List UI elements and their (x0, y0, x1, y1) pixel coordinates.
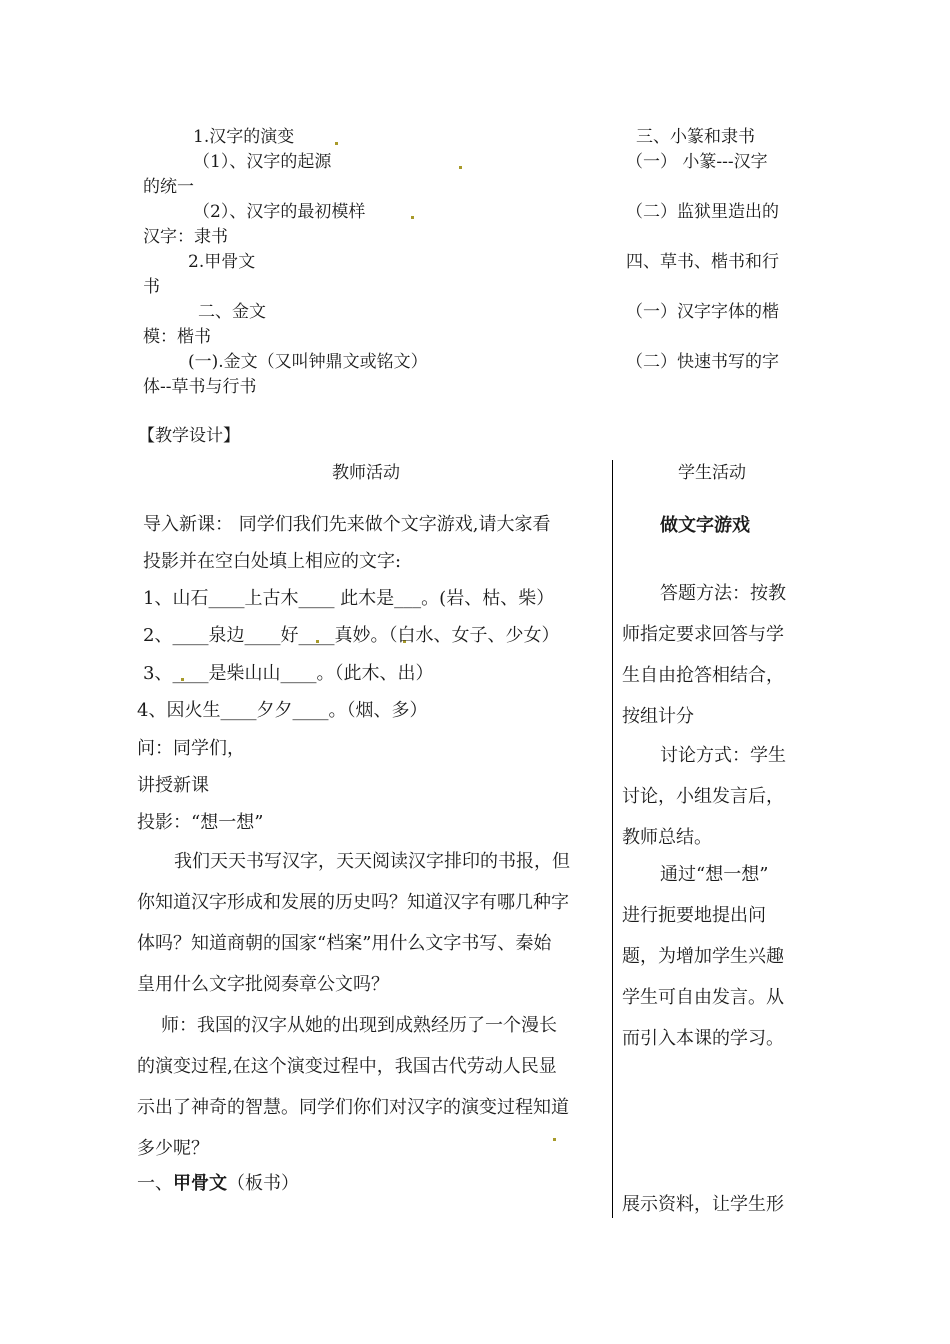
student-line: 进行扼要地提出问 (622, 905, 766, 926)
outline-left-11: 体--草书与行书 (143, 377, 257, 397)
outline-left-4: （2）、汉字的最初模样 (193, 202, 366, 222)
heading-suffix: （板书） (227, 1173, 299, 1194)
outline-left-5: 汉字：隶书 (143, 227, 228, 247)
student-game-title: 做文字游戏 (660, 515, 750, 536)
outline-right-5: （一）汉字字体的楷 (626, 302, 779, 322)
outline-left-2: （1）、汉字的起源 (193, 152, 332, 172)
student-line: 按组计分 (622, 706, 694, 727)
teacher-paragraph-line: 你知道汉字形成和发展的历史吗？知道汉字有哪几种字 (137, 892, 569, 913)
outline-right-4: 四、草书、楷书和行 (626, 252, 779, 272)
student-line: 通过“想一想” (660, 864, 769, 885)
teacher-paragraph-line: 多少呢？ (137, 1138, 209, 1159)
stray-mark (411, 216, 414, 219)
table-column-divider (612, 460, 613, 1218)
student-line: 展示资料，让学生形 (622, 1194, 784, 1215)
heading-prefix: 一、 (137, 1173, 173, 1194)
teacher-paragraph-line: 体吗？知道商朝的国家“档案”用什么文字书写、秦始 (137, 933, 552, 954)
student-line: 答题方法：按教 (660, 583, 786, 604)
student-line: 而引入本课的学习。 (622, 1028, 784, 1049)
teacher-line: 问：同学们， (137, 738, 245, 759)
student-line: 题，为增加学生兴趣 (622, 946, 784, 967)
section-heading-oracle-bone (137, 1172, 299, 1196)
teacher-paragraph-line: 的演变过程,在这个演变过程中，我国古代劳动人民显 (137, 1056, 557, 1077)
teacher-line: 3、____是柴山山____。（此木、出） (143, 663, 434, 684)
student-line: 讨论方式：学生 (660, 745, 786, 766)
teacher-line: 讲授新课 (137, 775, 209, 796)
teacher-line: 4、因火生____夕夕____。（烟、多） (137, 700, 428, 721)
teacher-line: 投影：“想一想” (137, 812, 264, 833)
teacher-line: 导入新课： 同学们我们先来做个文字游戏,请大家看 (143, 514, 551, 535)
student-line: 教师总结。 (622, 827, 712, 848)
stray-mark (459, 166, 462, 169)
student-line: 生自由抢答相结合， (622, 665, 784, 686)
student-line: 学生可自由发言。从 (622, 987, 784, 1008)
outline-right-6: （二）快速书写的字 (626, 352, 779, 372)
student-line: 师指定要求回答与学 (622, 624, 784, 645)
outline-left-3: 的统一 (143, 177, 194, 197)
section-title: 【教学设计】 (138, 426, 240, 446)
stray-mark (553, 1138, 556, 1141)
outline-left-9: 模：楷书 (143, 327, 211, 347)
teacher-paragraph-line: 皇用什么文字批阅奏章公文吗？ (137, 974, 389, 995)
teacher-paragraph-line: 师：我国的汉字从她的出现到成熟经历了一个漫长 (161, 1015, 557, 1036)
outline-left-6: 2.甲骨文 (188, 252, 256, 272)
outline-left-7: 书 (143, 277, 160, 297)
teacher-line: 1、山石____上古木____ 此木是___。(岩、枯、柴） (143, 588, 555, 609)
outline-left-1: 1.汉字的演变 (193, 127, 295, 147)
outline-right-3: （二）监狱里造出的 (626, 202, 779, 222)
outline-right-1: 三、小篆和隶书 (636, 127, 755, 147)
outline-left-10: (一).金文（又叫钟鼎文或铭文） (188, 352, 428, 372)
teacher-paragraph-line: 示出了神奇的智慧。同学们你们对汉字的演变过程知道 (137, 1097, 569, 1118)
outline-left-8: 二、金文 (198, 302, 266, 322)
teacher-paragraph-line: 我们天天书写汉字，天天阅读汉字排印的书报，但 (174, 851, 570, 872)
student-activity-header: 学生活动 (678, 463, 746, 483)
stray-mark (335, 142, 338, 145)
student-line: 讨论，小组发言后， (622, 786, 784, 807)
heading-bold-text: 甲骨文 (173, 1173, 227, 1194)
outline-right-2: （一） 小篆---汉字 (626, 152, 768, 172)
teacher-line: 投影并在空白处填上相应的文字: (143, 551, 402, 572)
teacher-activity-header: 教师活动 (332, 463, 400, 483)
teacher-line: 2、____泉边____好____真妙。（白水、女子、少女） (143, 625, 560, 646)
